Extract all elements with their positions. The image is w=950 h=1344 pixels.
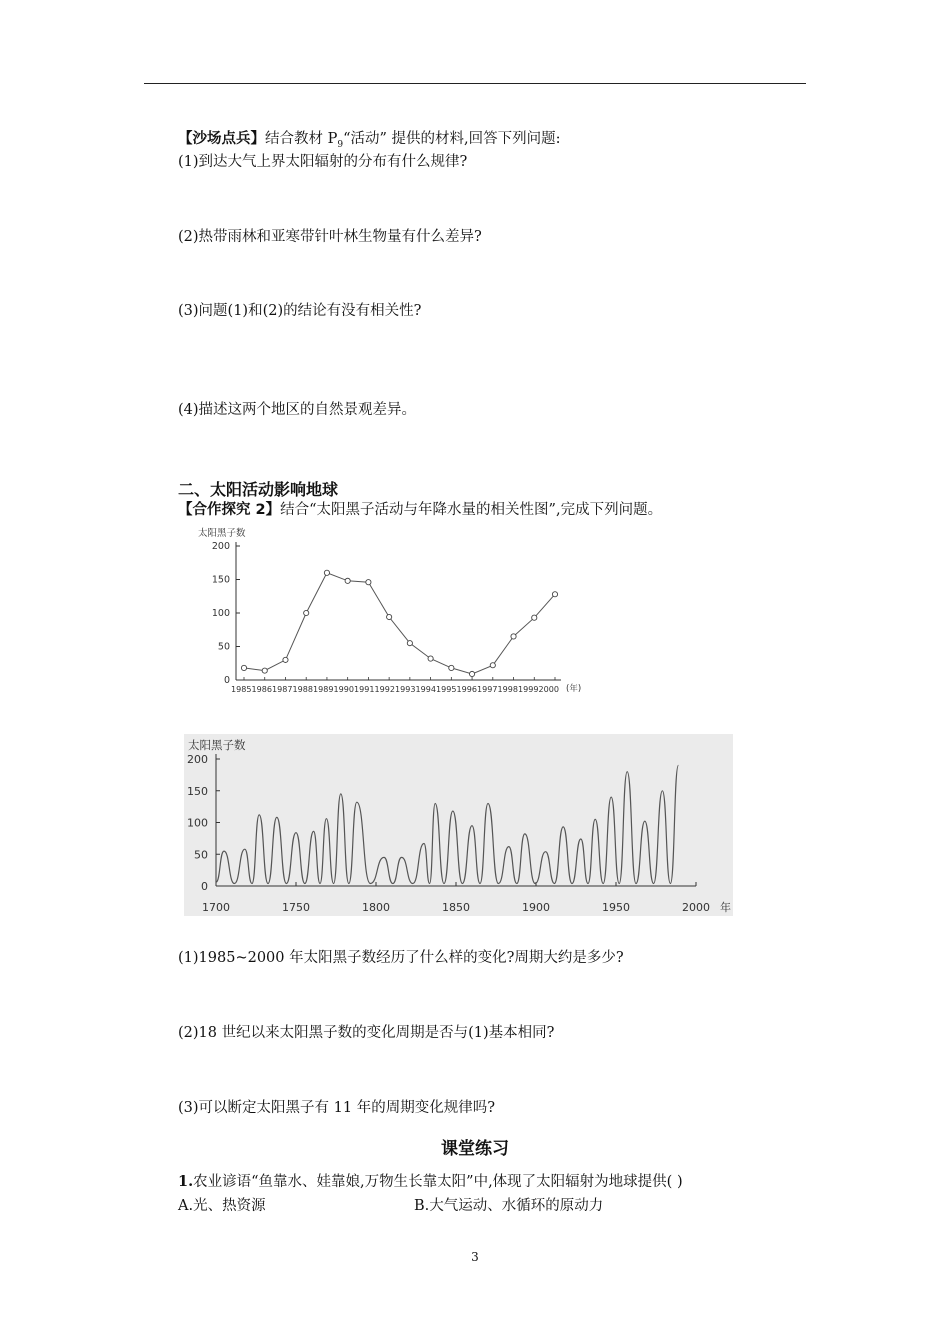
chart2-series-curve xyxy=(216,765,678,883)
chart1-data-point xyxy=(490,663,495,668)
chart1-data-point xyxy=(552,592,557,597)
chart1-series-line xyxy=(244,573,555,674)
chart1-x-tick-labels: 1985198619871988198919901991199219931994199519961997199819992000 xyxy=(231,685,560,694)
chart2-y-tick-label: 50 xyxy=(194,848,208,862)
chart1-data-point xyxy=(511,634,516,639)
section1-intro xyxy=(178,129,561,155)
chart1-data-point xyxy=(469,671,474,676)
chart1-data-point xyxy=(324,570,329,575)
chart1-data-point xyxy=(304,610,309,615)
chart2-y-tick-label: 200 xyxy=(187,753,208,766)
sunspot-chart-1700-2000 xyxy=(184,734,733,916)
chart2-y-tick-label: 150 xyxy=(187,784,208,798)
chart1-data-point xyxy=(366,580,371,585)
chart2-x-tick-label: 2000 xyxy=(682,901,710,914)
chart2-x-label: 年 xyxy=(720,901,731,914)
practice-q1-option-b: B.大气运动、水循环的原动力 xyxy=(414,1198,604,1214)
chart1-data-point xyxy=(262,668,267,673)
page-number: 3 xyxy=(471,1250,479,1264)
chart1-data-point xyxy=(407,641,412,646)
section1-q3: (3)问题(1)和(2)的结论有没有相关性? xyxy=(178,303,422,319)
chart1-data-point xyxy=(345,578,350,583)
chart1-data-point xyxy=(387,614,392,619)
section1-intro-a: 结合教材 P xyxy=(265,131,338,147)
chart1-y-label: 太阳黑子数 xyxy=(198,528,246,539)
chart1-y-tick-label: 100 xyxy=(211,608,230,619)
chart1-x-label: (年) xyxy=(566,684,582,694)
chart1-data-point xyxy=(532,615,537,620)
section1-q1: (1)到达大气上界太阳辐射的分布有什么规律? xyxy=(178,154,468,170)
chart2-x-tick-label: 1750 xyxy=(282,901,310,914)
practice-q1-option-a: A.光、热资源 xyxy=(178,1198,266,1214)
section1-tag: 【沙场点兵】 xyxy=(178,131,265,147)
section2-tag: 【合作探究 2】 xyxy=(178,502,281,518)
section2-intro xyxy=(178,500,662,520)
chart2-x-tick-label: 1850 xyxy=(442,901,470,914)
practice-q1-text: 农业谚语“鱼靠水、娃靠娘,万物生长靠太阳”中,体现了太阳辐射为地球提供( ) xyxy=(193,1174,683,1190)
chart1-y-tick-label: 0 xyxy=(223,675,230,686)
section1-q2: (2)热带雨林和亚寒带针叶林生物量有什么差异? xyxy=(178,229,482,245)
chart2-x-tick-label: 1900 xyxy=(522,901,550,914)
section1-q4: (4)描述这两个地区的自然景观差异。 xyxy=(178,402,417,418)
chart1-y-tick-label: 50 xyxy=(217,641,230,653)
practice-q1 xyxy=(178,1172,683,1192)
section2-q2: (2)18 世纪以来太阳黑子数的变化周期是否与(1)基本相同? xyxy=(178,1025,555,1041)
chart1-data-point xyxy=(449,665,454,670)
chart2-y-label: 太阳黑子数 xyxy=(188,738,246,752)
section2-heading: 二、太阳活动影响地球 xyxy=(178,480,339,499)
practice-title: 课堂练习 xyxy=(441,1139,509,1159)
section2-q3: (3)可以断定太阳黑子有 11 年的周期变化规律吗? xyxy=(178,1100,495,1116)
sunspot-chart-1985-2000 xyxy=(186,524,606,699)
chart2-x-tick-label: 1950 xyxy=(602,901,630,914)
section1-intro-b: “活动” 提供的材料,回答下列问题: xyxy=(343,131,561,147)
practice-q1-number: 1. xyxy=(178,1173,194,1190)
chart2-y-tick-label: 100 xyxy=(187,816,208,830)
chart2-x-tick-label: 1800 xyxy=(362,901,390,914)
chart2-y-tick-label: 0 xyxy=(201,880,208,893)
chart1-data-point xyxy=(241,665,246,670)
section2-q1: (1)1985~2000 年太阳黑子数经历了什么样的变化?周期大约是多少? xyxy=(178,950,624,966)
chart1-y-tick-label: 150 xyxy=(211,574,230,586)
header-rule xyxy=(144,83,806,84)
chart2-x-tick-label: 1700 xyxy=(202,901,230,914)
chart1-data-point xyxy=(283,657,288,662)
section1-intro-sub: 9 xyxy=(337,139,344,150)
chart1-y-tick-label: 200 xyxy=(211,541,230,552)
section2-intro-text: 结合“太阳黑子活动与年降水量的相关性图”,完成下列问题。 xyxy=(280,502,663,518)
chart1-data-point xyxy=(428,656,433,661)
